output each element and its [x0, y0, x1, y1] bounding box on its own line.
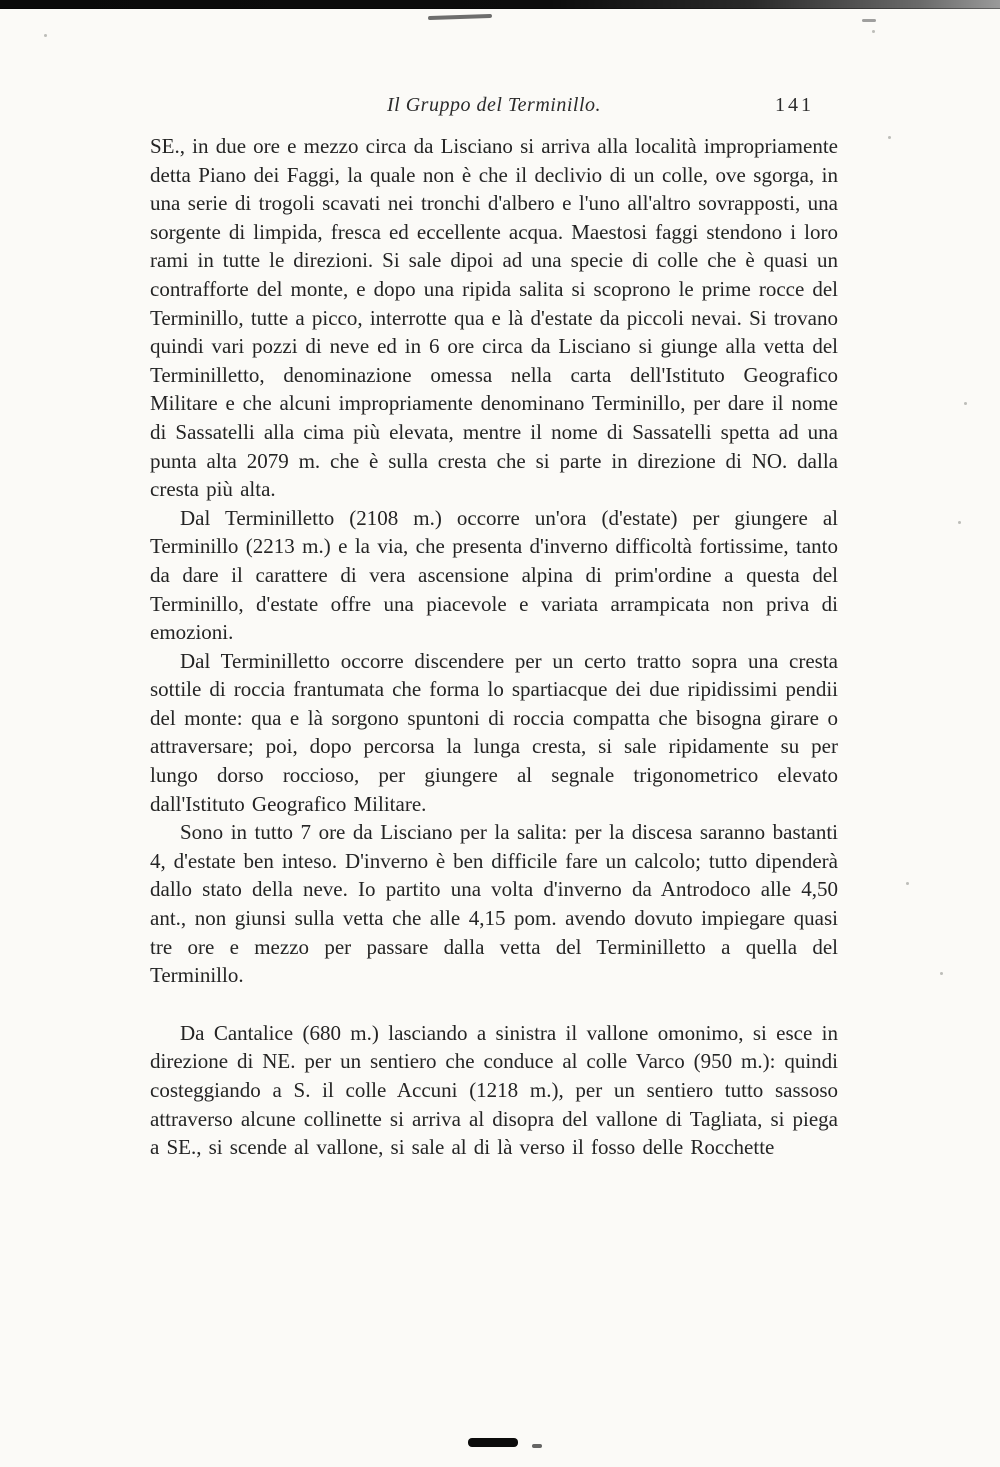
scan-artifact-bottom-blob [468, 1438, 518, 1447]
scan-artifact-top-edge [0, 0, 1000, 9]
running-header-title: Il Gruppo del Terminillo. [387, 94, 601, 116]
scan-speckle [958, 521, 961, 524]
paragraph-continuation: SE., in due ore e mezzo circa da Lisciano si arriva alla località impropriamente detta Piano dei Faggi, la quale non è che il declivio di un colle, ove sgorga, in una serie di trogoli scavati nei tronchi d'albero e l'uno all'altro sovrapposti, una sorgente di limpida, fresca ed eccellente acqua. Maestosi faggi stendono i loro rami in tutte le direzioni. Si sale dipoi ad una specie di colle che è quasi un contrafforte del monte, e dopo una ripida salita si scoprono le prime rocce del Terminillo, tutte a picco, interrotte qua e là d'estate da piccoli nevai. Si trovano quindi vari pozzi di neve ed in 6 ore circa da Lisciano si giunge alla vetta del Terminilletto, denominazione omessa nella carta dell'Istituto Geografico Militare e che alcuni impropriamente denominano Terminillo, per dare il nome di Sassatelli alla cima più elevata, mentre il nome di Sassatelli spetta ad una punta alta 2079 m. che è sulla cresta che si parte in direzione di NO. dalla cresta più alta. [150, 134, 838, 502]
scan-artifact-dot [862, 19, 876, 22]
scan-artifact-bottom-dot [532, 1444, 542, 1448]
scan-artifact-dash [428, 14, 492, 20]
scan-speckle [872, 30, 875, 33]
paragraph: Sono in tutto 7 ore da Lisciano per la salita: per la discesa saranno bastanti 4, d'estate ben inteso. D'inverno è ben difficile fare un calcolo; tutto dipenderà dallo stato della neve. Io partito una volta d'inverno da Antrodoco alle 4,50 ant., non giunsi sulla vetta che alle 4,15 pom. avendo dovuto impiegare quasi tre ore e mezzo per passare dalla vetta del Terminilletto a quella del Terminillo. [150, 820, 838, 988]
scan-speckle [888, 136, 891, 139]
paragraph: Dal Terminilletto occorre discendere per un certo tratto sopra una cresta sottile di roccia frantumata che forma lo spartiacque dei due ripidissimi pendii del monte: qua e là sorgono spuntoni di roccia compatta che bisogna girare o attraversare; poi, dopo percorsa la lunga cresta, si sale ripidamente su per lungo dorso roccioso, per giungere al segnale trigonometrico elevato dall'Istituto Geografico Militare. [150, 648, 838, 816]
paragraph: Dal Terminilletto (2108 m.) occorre un'ora (d'estate) per giungere al Terminillo (2213 m.) e la via, che presenta d'inverno difficoltà fortissime, tanto da dare il carattere di vera ascensione alpina di prim'ordine a questa del Terminillo, d'estate offre una piacevole e variata arrampicata non priva di emozioni. [150, 505, 838, 645]
paragraph: Da Cantalice (680 m.) lasciando a sinistra il vallone omonimo, si esce in direzione di NE. per un sentiero che conduce al colle Varco (950 m.): quindi costeggiando a S. il colle Accuni (1218 m.), per un sentiero tutto sassoso attraverso alcune collinette si arriva al disopra del vallone di Tagliata, si piega a SE., si scende al vallone, si sale al di là verso il fosso delle Rocchette [150, 1020, 838, 1160]
scan-speckle [940, 972, 943, 975]
scan-speckle [44, 34, 47, 37]
scan-speckle [906, 882, 909, 885]
running-header [150, 94, 838, 122]
scan-speckle [964, 402, 967, 405]
page-number: 141 [775, 94, 814, 116]
text-block [150, 132, 838, 1162]
